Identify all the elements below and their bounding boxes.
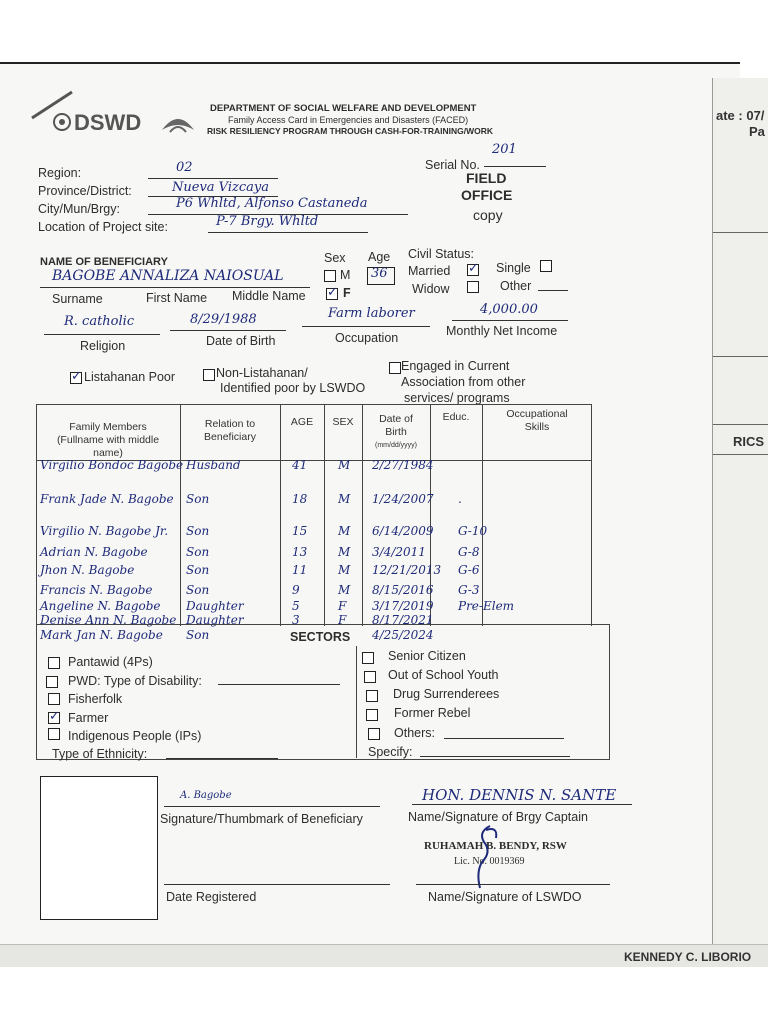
faced-subtitle: Family Access Card in Emergencies and Disasters (FACED) xyxy=(228,115,469,125)
family-cell-name: Mark Jan N. Bagobe xyxy=(40,628,163,642)
sector-label-others: Others: xyxy=(394,726,435,740)
side-sheet-header: RICS xyxy=(733,434,765,449)
specify-underline xyxy=(420,756,570,757)
sector-checkbox-pantawid[interactable] xyxy=(48,657,60,669)
family-cell-educ: G-10 xyxy=(458,524,488,538)
serial-underline xyxy=(484,166,546,167)
sex-male-checkbox[interactable] xyxy=(324,270,336,282)
family-cell-sex: F xyxy=(338,613,347,627)
city-label: City/Mun/Brgy: xyxy=(38,202,120,216)
family-cell-name: Jhon N. Bagobe xyxy=(40,563,135,577)
surname-label: Surname xyxy=(52,292,103,306)
listahanan-label: Listahanan Poor xyxy=(84,370,176,384)
family-cell-age: 18 xyxy=(292,492,308,506)
family-cell-age: 41 xyxy=(292,458,308,472)
family-cell-age: 15 xyxy=(292,524,308,538)
non-listahanan-checkbox[interactable] xyxy=(203,369,215,381)
family-cell-relation: Husband xyxy=(186,458,241,472)
civil-status-label: Civil Status: xyxy=(408,247,474,261)
family-cell-sex: M xyxy=(338,583,351,597)
sector-checkbox-rebel[interactable] xyxy=(366,709,378,721)
age-value: 36 xyxy=(371,266,388,281)
family-cell-educ: G-6 xyxy=(458,563,480,577)
family-cell-relation: Son xyxy=(186,492,210,506)
family-cell-relation: Son xyxy=(186,583,210,597)
engaged-checkbox[interactable] xyxy=(389,362,401,374)
listahanan-checkbox[interactable] xyxy=(70,372,82,384)
lswdo-stamp-license: Lic. No. 0019369 xyxy=(454,856,525,867)
site-label: Location of Project site: xyxy=(38,220,168,234)
sector-checkbox-osy[interactable] xyxy=(364,671,376,683)
first-name-label: First Name xyxy=(146,291,208,305)
religion-label: Religion xyxy=(80,339,126,353)
sectors-divider xyxy=(356,646,357,758)
others-underline xyxy=(444,738,564,739)
serial-value: 201 xyxy=(492,142,517,157)
sectors-title: SECTORS xyxy=(290,630,351,644)
engaged-label-3: services/ programs xyxy=(404,391,510,405)
beneficiary-signature: A. Bagobe xyxy=(180,790,232,801)
th-dob: Date of Birth (mm/dd/yyyy) xyxy=(375,413,417,449)
family-cell-dob: 8/17/2021 xyxy=(372,613,434,627)
side-rule xyxy=(713,232,768,233)
occupation-underline xyxy=(302,326,430,327)
side-rule xyxy=(713,356,768,357)
table-top-border xyxy=(36,404,592,405)
site-underline xyxy=(208,232,368,233)
thumbmark-box[interactable] xyxy=(40,776,158,920)
th-relation: Relation to Beneficiary xyxy=(204,418,256,443)
family-cell-name: Angeline N. Bagobe xyxy=(40,599,161,613)
occupation-value: Farm laborer xyxy=(328,306,415,321)
table-col-line xyxy=(482,404,483,626)
date-registered-line xyxy=(164,884,390,885)
side-rule xyxy=(713,424,768,425)
copy-stamp-copy: copy xyxy=(473,207,503,223)
family-cell-sex: M xyxy=(338,492,351,506)
sex-female-checkbox[interactable] xyxy=(326,288,338,300)
sex-male-label: M xyxy=(340,268,351,282)
region-label: Region: xyxy=(38,166,82,180)
other-underline xyxy=(538,290,568,291)
family-cell-name: Denise Ann N. Bagobe xyxy=(40,613,177,627)
th-educ: Educ. xyxy=(442,411,470,423)
married-checkbox[interactable] xyxy=(467,264,479,276)
sex-label: Sex xyxy=(324,251,346,265)
sector-label-pwd: PWD: Type of Disability: xyxy=(68,674,202,688)
single-label: Single xyxy=(496,261,531,275)
family-cell-educ: G-8 xyxy=(458,545,480,559)
family-cell-relation: Son xyxy=(186,628,210,642)
bottom-sheet-name: KENNEDY C. LIBORIO xyxy=(624,950,752,964)
sector-label-osy: Out of School Youth xyxy=(388,668,499,682)
lswdo-sig-line xyxy=(416,884,610,885)
family-cell-educ: . xyxy=(458,492,462,506)
dswd-seal-icon xyxy=(52,112,74,132)
occupation-label: Occupation xyxy=(335,331,399,345)
family-cell-dob: 3/4/2011 xyxy=(372,545,426,559)
family-cell-age: 5 xyxy=(292,599,300,613)
sector-label-fisherfolk: Fisherfolk xyxy=(68,692,123,706)
beneficiary-section-label: NAME OF BENEFICIARY xyxy=(40,256,168,268)
middle-name-label: Middle Name xyxy=(232,289,306,303)
family-cell-age: 9 xyxy=(292,583,300,597)
other-label: Other xyxy=(500,279,532,293)
serial-label: Serial No. xyxy=(425,158,480,172)
family-cell-dob: 4/25/2024 xyxy=(372,628,434,642)
sector-label-rebel: Former Rebel xyxy=(394,706,471,720)
family-cell-educ: G-3 xyxy=(458,583,480,597)
captain-sig-label: Name/Signature of Brgy Captain xyxy=(408,810,588,824)
lswdo-sig-label: Name/Signature of LSWDO xyxy=(428,890,582,904)
name-underline xyxy=(40,287,310,288)
th-occupational-skills: Occupational Skills xyxy=(506,408,568,433)
family-cell-sex: F xyxy=(338,599,347,613)
sector-checkbox-pwd[interactable] xyxy=(46,676,58,688)
age-label: Age xyxy=(368,250,391,264)
lswdo-signature-stroke-icon xyxy=(470,822,510,892)
family-cell-name: Frank Jade N. Bagobe xyxy=(40,492,174,506)
family-cell-name: Francis N. Bagobe xyxy=(40,583,153,597)
family-cell-relation: Daughter xyxy=(186,613,244,627)
province-value: Nueva Vizcaya xyxy=(172,180,269,195)
copy-stamp-office: OFFICE xyxy=(461,187,513,203)
adjacent-sheet xyxy=(712,78,768,958)
family-cell-dob: 1/24/2007 xyxy=(372,492,434,506)
province-label: Province/District: xyxy=(38,184,132,198)
family-cell-dob: 12/21/2013 xyxy=(372,563,442,577)
region-value: 02 xyxy=(176,160,193,175)
family-cell-sex: M xyxy=(338,563,351,577)
sector-label-ips: Indigenous People (IPs) xyxy=(68,729,202,743)
family-cell-age: 11 xyxy=(292,563,308,577)
sector-checkbox-ips[interactable] xyxy=(48,728,60,740)
income-value: 4,000.00 xyxy=(480,302,538,317)
lswdo-stamp-name: RUHAMAH B. BENDY, RSW xyxy=(424,840,567,852)
family-cell-relation: Son xyxy=(186,524,210,538)
sector-checkbox-drug[interactable] xyxy=(366,690,378,702)
sector-checkbox-fisherfolk[interactable] xyxy=(48,693,60,705)
dob-underline xyxy=(170,330,286,331)
dob-value: 8/29/1988 xyxy=(190,312,257,327)
table-col-line xyxy=(591,404,592,626)
family-cell-sex: M xyxy=(338,524,351,538)
family-cell-relation: Son xyxy=(186,545,210,559)
table-col-line xyxy=(324,404,325,626)
family-cell-relation: Daughter xyxy=(186,599,244,613)
captain-sig-line xyxy=(412,804,632,805)
family-cell-dob: 6/14/2009 xyxy=(372,524,434,538)
engaged-label: Engaged in Current xyxy=(401,359,510,373)
th-age: AGE xyxy=(290,416,314,428)
family-cell-name: Virgilio N. Bagobe Jr. xyxy=(40,524,169,538)
non-listahanan-label-2: Identified poor by LSWDO xyxy=(220,381,366,395)
sector-checkbox-farmer[interactable] xyxy=(48,712,60,724)
family-cell-name: Virgilio Bondoc Bagobe xyxy=(40,458,184,472)
income-underline xyxy=(452,320,568,321)
income-label: Monthly Net Income xyxy=(446,324,558,338)
family-cell-sex: M xyxy=(338,545,351,559)
specify-label: Specify: xyxy=(368,745,413,759)
family-cell-dob: 3/17/2019 xyxy=(372,599,434,613)
married-label: Married xyxy=(408,264,451,278)
dob-label: Date of Birth xyxy=(206,334,276,348)
engaged-label-2: Association from other xyxy=(401,375,526,389)
sector-checkbox-others[interactable] xyxy=(368,728,380,740)
widow-checkbox[interactable] xyxy=(467,281,479,293)
captain-signature: HON. DENNIS N. SANTE xyxy=(422,786,617,804)
bagong-pilipinas-logo-icon xyxy=(160,108,196,136)
religion-value: R. catholic xyxy=(64,314,135,329)
family-cell-educ: Pre-Elem xyxy=(458,599,515,613)
widow-label: Widow xyxy=(412,282,450,296)
pwd-underline xyxy=(218,684,340,685)
family-cell-age: 3 xyxy=(292,613,300,627)
sector-label-farmer: Farmer xyxy=(68,711,109,725)
family-cell-sex: M xyxy=(338,458,351,472)
th-sex: SEX xyxy=(332,416,354,428)
ethnicity-underline xyxy=(166,758,278,759)
sex-female-label: F xyxy=(343,286,351,300)
side-rule xyxy=(713,454,768,455)
date-registered-label: Date Registered xyxy=(166,890,257,904)
non-listahanan-label: Non-Listahanan/ xyxy=(216,366,308,380)
sector-label-senior: Senior Citizen xyxy=(388,649,466,663)
sector-checkbox-senior[interactable] xyxy=(362,652,374,664)
single-checkbox[interactable] xyxy=(540,260,552,272)
ethnicity-label: Type of Ethnicity: xyxy=(52,747,148,761)
dept-title: DEPARTMENT OF SOCIAL WELFARE AND DEVELOPMENT xyxy=(210,103,477,114)
copy-stamp-field: FIELD xyxy=(466,170,507,186)
table-col-line xyxy=(280,404,281,626)
family-cell-age: 13 xyxy=(292,545,308,559)
family-cell-dob: 2/27/1984 xyxy=(372,458,434,472)
family-cell-name: Adrian N. Bagobe xyxy=(40,545,148,559)
beneficiary-sig-line xyxy=(164,806,380,807)
family-cell-relation: Son xyxy=(186,563,210,577)
city-value: P6 Whltd, Alfonso Castaneda xyxy=(176,196,368,211)
side-sheet-page: Pa xyxy=(749,124,765,139)
sector-label-pantawid: Pantawid (4Ps) xyxy=(68,655,153,669)
sector-label-drug: Drug Surrenderees xyxy=(393,687,500,701)
th-members: Family Members (Fullname with middle name) xyxy=(56,421,160,459)
religion-underline xyxy=(44,334,160,335)
family-cell-dob: 8/15/2016 xyxy=(372,583,434,597)
region-underline xyxy=(148,178,278,179)
beneficiary-sig-label: Signature/Thumbmark of Beneficiary xyxy=(160,812,363,826)
site-value: P-7 Brgy. Whltd xyxy=(216,214,319,229)
beneficiary-name-value: BAGOBE ANNALIZA NAIOSUAL xyxy=(52,268,284,284)
dswd-logo-text: DSWD xyxy=(74,110,142,135)
program-title: RISK RESILIENCY PROGRAM THROUGH CASH-FOR-TRAINING/WORK xyxy=(207,126,494,136)
side-sheet-date: ate : 07/ xyxy=(716,108,765,123)
